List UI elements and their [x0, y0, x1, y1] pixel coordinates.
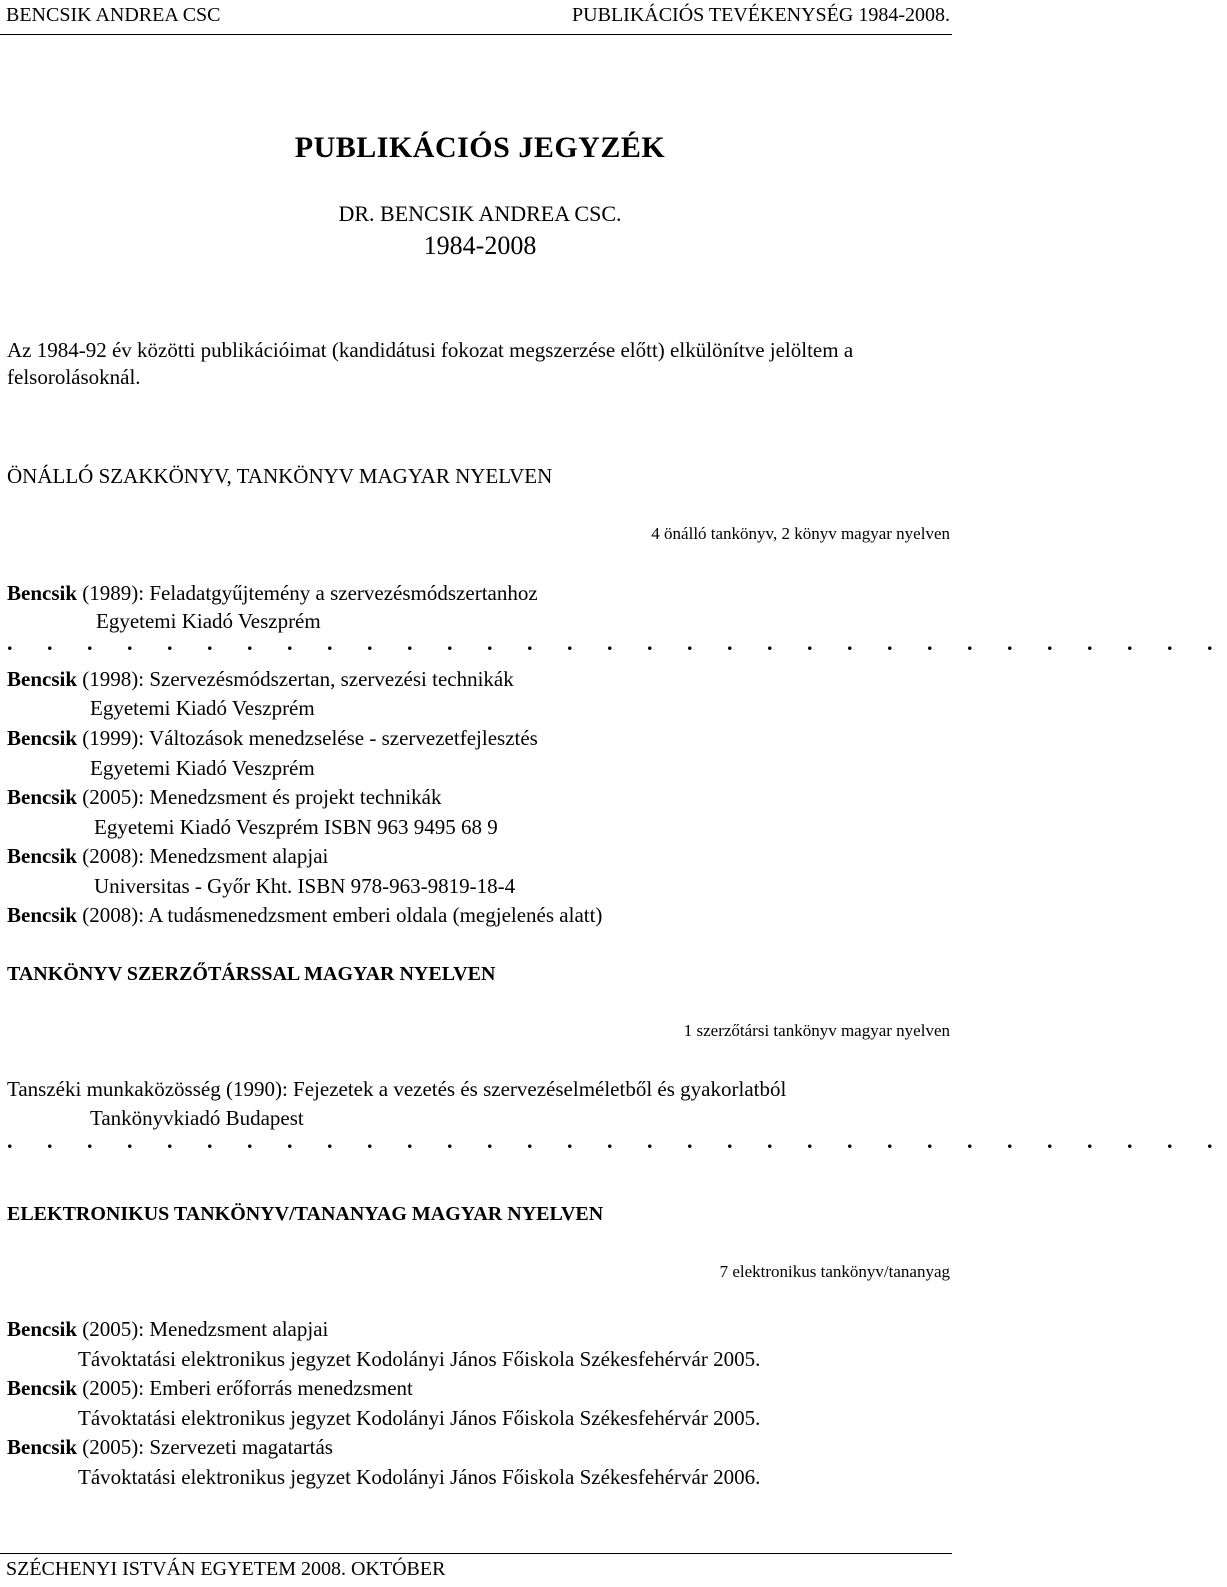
entry-text: (1998): Szervezésmódszertan, szervezési technikák — [77, 667, 514, 691]
publication-entry — [7, 1317, 328, 1342]
header-left: BENCSIK ANDREA CSC — [6, 4, 221, 26]
entry-publisher: Egyetemi Kiadó Veszprém — [90, 756, 315, 780]
header-right: PUBLIKÁCIÓS TEVÉKENYSÉG 1984-2008. — [572, 4, 950, 26]
entry-text: (1989): Feladatgyűjtemény a szervezésmódszertanhoz — [77, 581, 538, 605]
section-heading: TANKÖNYV SZERZŐTÁRSSAL MAGYAR NYELVEN — [7, 963, 496, 985]
publication-entry — [7, 903, 602, 928]
intro-paragraph: Az 1984-92 év közötti publikációimat (kandidátusi fokozat megszerzése előtt) elkülönítve jelöltem a felsorolásoknál. — [7, 338, 854, 389]
page-title: PUBLIKÁCIÓS JEGYZÉK — [294, 131, 666, 164]
section-note: 1 szerzőtársi tankönyv magyar nyelven — [683, 1021, 950, 1040]
dotted-separator: . . . . . . . . . . . . . . . . . . . . . . . . . . . . . . . — [7, 630, 1227, 655]
entry-publisher: Egyetemi Kiadó Veszprém ISBN 963 9495 68 9 — [94, 815, 498, 839]
publication-entry — [7, 785, 442, 810]
entry-text: Tanszéki munkaközösség (1990): Fejezetek a vezetés és szervezéselméletből és gyakorlatból — [7, 1077, 787, 1101]
entry-publisher: Egyetemi Kiadó Veszprém — [90, 696, 315, 720]
entry-author: Bencsik — [7, 785, 78, 809]
section-note: 4 önálló tankönyv, 2 könyv magyar nyelven — [651, 524, 950, 543]
entry-publisher: Tankönyvkiadó Budapest — [90, 1106, 304, 1130]
publication-entry — [7, 726, 538, 751]
entry-publisher: Távoktatási elektronikus jegyzet Kodolányi János Főiskola Székesfehérvár 2005. — [78, 1347, 761, 1371]
entry-text: (2005): Szervezeti magatartás — [77, 1435, 333, 1459]
entry-text: (2005): Emberi erőforrás menedzsment — [77, 1376, 413, 1400]
publication-entry — [7, 1376, 413, 1401]
entry-text: (2008): A tudásmenedzsment emberi oldala (megjelenés alatt) — [77, 903, 603, 927]
entry-publisher: Távoktatási elektronikus jegyzet Kodolányi János Főiskola Székesfehérvár 2006. — [78, 1465, 761, 1489]
entry-author: Bencsik — [7, 581, 78, 605]
entry-author: Bencsik — [7, 1317, 78, 1341]
entry-author: Bencsik — [7, 903, 78, 927]
entry-author: Bencsik — [7, 1376, 78, 1400]
entry-publisher: Egyetemi Kiadó Veszprém — [96, 609, 321, 633]
section-heading: ÖNÁLLÓ SZAKKÖNYV, TANKÖNYV MAGYAR NYELVEN — [7, 464, 553, 488]
entry-publisher: Távoktatási elektronikus jegyzet Kodolányi János Főiskola Székesfehérvár 2005. — [78, 1406, 761, 1430]
publication-entry — [7, 844, 328, 869]
entry-author: Bencsik — [7, 726, 78, 750]
publication-entry — [7, 581, 538, 606]
section-note: 7 elektronikus tankönyv/tananyag — [719, 1262, 950, 1281]
publication-entry — [7, 1077, 786, 1102]
entry-publisher: Universitas - Győr Kht. ISBN 978-963-9819-18-4 — [94, 874, 516, 898]
running-header — [0, 0, 952, 35]
footer-text: SZÉCHENYI ISTVÁN EGYETEM 2008. OKTÓBER — [6, 1558, 446, 1580]
running-footer — [0, 1553, 952, 1581]
entry-author: Bencsik — [7, 844, 78, 868]
entry-author: Bencsik — [7, 667, 78, 691]
entry-text: (2005): Menedzsment alapjai — [77, 1317, 329, 1341]
section-heading: ELEKTRONIKUS TANKÖNYV/TANANYAG MAGYAR NYELVEN — [7, 1203, 604, 1225]
entry-text: (2005): Menedzsment és projekt technikák — [77, 785, 442, 809]
publication-entry — [7, 667, 514, 692]
dotted-separator: . . . . . . . . . . . . . . . . . . . . . . . . . . . . . . . — [7, 1128, 1227, 1153]
entry-text: (1999): Változások menedzselése - szervezetfejlesztés — [77, 726, 538, 750]
author-name: DR. BENCSIK ANDREA CSC. — [338, 201, 622, 226]
entry-text: (2008): Menedzsment alapjai — [77, 844, 329, 868]
year-range: 1984-2008 — [423, 231, 537, 260]
entry-author: Bencsik — [7, 1435, 78, 1459]
publication-entry — [7, 1435, 333, 1460]
